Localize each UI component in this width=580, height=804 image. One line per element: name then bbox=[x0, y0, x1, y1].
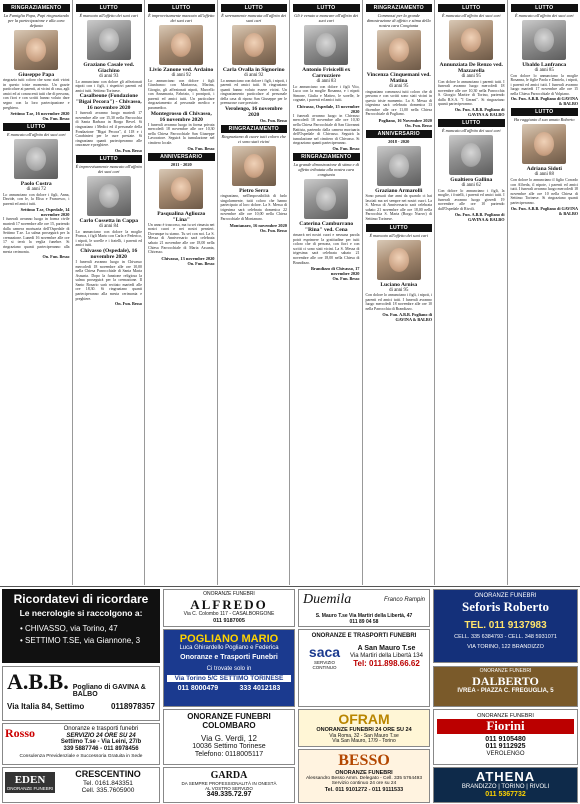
seforis-ad bbox=[433, 589, 578, 663]
notice-text: Con dolore lo annunciano i figli, la moglie, i fratelli, i parenti ed amici tutti. I funerali avranno luogo giovedì 19 novembre alle ore 10 partendo dall'Ospedale di Rivoli. bbox=[438, 188, 505, 211]
deceased-name: Annunziata De Renzo ved. Mazzarella bbox=[439, 62, 503, 74]
ricordatevi-subtitle: Le necrologie si raccolgono a: bbox=[19, 608, 143, 619]
abb-phone: 0118978357 bbox=[110, 702, 155, 711]
notice-intro: Ringraziamo di cuore tutti coloro che ci sono stati vicini bbox=[221, 134, 286, 145]
obituary-column bbox=[435, 0, 508, 585]
notice-intro: È mancato all'affetto dei suoi cari bbox=[514, 13, 574, 18]
notice-text: Con dolore lo annunciano i parenti tutti. I funerali avranno luogo mercoledì 18 novembre alle ore 10,30 nella Parrocchia S. Giorgio Martire di Torino, partendo dalla R.S.A. "I Gerani". Si ringraziano quanti parteciperanno. bbox=[438, 79, 505, 107]
notice-header: LUTTO bbox=[438, 119, 505, 127]
funeral-agency: On. Fun. Besso bbox=[332, 146, 360, 152]
funeral-agency: On. Fun. Besso bbox=[42, 254, 70, 260]
saca-line1: ONORANZE E TRASPORTI FUNEBRI bbox=[311, 633, 417, 639]
dalberto-ad bbox=[433, 666, 578, 707]
portrait-photo bbox=[522, 124, 566, 164]
notice-intro: È mancata all'affetto dei suoi cari bbox=[441, 13, 501, 18]
notice-text: Lo annunciano con dolore gli affezionati nipoti con i figli, i rispettivi parenti ed amici tutti. Settimo Torinese. bbox=[75, 79, 142, 93]
dalberto-line1: ONORANZE FUNEBRI bbox=[479, 668, 532, 674]
notice-intro: È mancato all'affetto dei suoi cari bbox=[79, 13, 139, 18]
portrait-photo bbox=[377, 240, 421, 280]
fiorini-phone: 011 9112925 bbox=[485, 743, 526, 751]
portrait-photo bbox=[232, 146, 276, 186]
notice-place-date: Chivasso, 13 novembre 2020 bbox=[161, 255, 215, 261]
notice-text: Lo annunciano con dolore i figli Gianfranco con Mariarosa, Marina, Giorgio, gli affezionati nipoti, Marcello con Annamaria, Fabrizio, i pronipoti, i parenti ed amici tutti. Un particolare ringraziamento al personale medico e paramedico. bbox=[148, 78, 215, 111]
notice-text: Lo annunciano con dolore i figli, Anna, Davide, con le, la Elisa e Francesco, i parenti ed amici tutti. bbox=[3, 192, 70, 206]
deceased-name: Luciano Arnisa bbox=[380, 281, 418, 288]
notice-intro: Commossi per la grande dimostrazione di affetto e stima della nostra cara Congiunta bbox=[366, 13, 431, 28]
athena-line1: BRANDIZZO | TORINO | RIVOLI bbox=[461, 784, 550, 791]
deceased-name: Carla Ovalla in Signorino bbox=[222, 67, 285, 73]
garda-line2: DA SEMPRE PROFESSIONALITÀ IN ONESTÀ bbox=[181, 781, 277, 786]
seforis-line1: ONORANZE FUNEBRI bbox=[474, 593, 537, 599]
notice-text: I funerali avranno luogo in forma privata mercoledì 18 novembre alle ore 10,30 nella Chiesa Parrocchiale San Giuseppe Lavoratore. Seguirà la tumulazione nel cimitero locale. bbox=[148, 122, 215, 146]
duemila-ad bbox=[298, 589, 430, 627]
seforis-cell: CELL. 335 6384793 - CELL. 348 5931071 bbox=[454, 634, 557, 641]
notice-intro: È improvvisamente mancato all'affetto dei suoi cari bbox=[75, 164, 142, 175]
colombaro-brand: ONORANZE FUNEBRI COLOMBARO bbox=[187, 712, 271, 730]
pogliano-line1: Luca Ghirardello Pogliano e Federica bbox=[179, 645, 279, 652]
eden-phone: Tel. 0161.843351 bbox=[83, 779, 133, 787]
rosso-ad bbox=[2, 723, 160, 765]
deceased-name: Caterina Camburrano "Rina" ved. Cena bbox=[299, 221, 354, 234]
funeral-agency: On. Fun. Besso bbox=[187, 260, 215, 266]
ricordatevi-title: Ricordatevi di ricordare bbox=[13, 592, 149, 606]
rosso-phone: 339 5887746 - 011 8978456 bbox=[63, 746, 139, 753]
notice-place-date: Chivasso, Ospedale, 15 novembre 2020 bbox=[296, 103, 360, 114]
alfredo-phone: 011 9187005 bbox=[213, 617, 245, 624]
deceased-name: Giuseppe Papa bbox=[18, 72, 55, 78]
notice-header: ANNIVERSARIO bbox=[148, 153, 215, 161]
deceased-name: Pietro Serra bbox=[239, 188, 269, 195]
saca-line2: A San Mauro T.se bbox=[357, 645, 416, 653]
rosso-line2: SERVIZIO 24 ORE SU 24 bbox=[66, 732, 136, 739]
seforis-brand: Seforis Roberto bbox=[461, 598, 549, 614]
portrait-photo bbox=[449, 135, 493, 175]
obituary-column bbox=[363, 0, 436, 585]
duemila-brand: Duemila bbox=[303, 592, 352, 607]
eden-phone: Cell. 335.7605900 bbox=[81, 787, 135, 795]
notice-header: LUTTO bbox=[438, 4, 505, 12]
deceased-age: di anni 88 bbox=[534, 172, 554, 178]
deceased-name: Vincenza Cinquemani ved. Matina bbox=[366, 72, 431, 84]
rosso-line1: Onoranze e trasporti funebri bbox=[63, 726, 139, 732]
eden-brand: EDEN bbox=[14, 773, 46, 786]
notice-text: ringraziano, nell'impossibilità di farlo singolarmente, tutti coloro che hanno partecipato al loro dolore. La S. Messa di trigesima sarà celebrata domenica 22 novembre alle ore 10,00 nella Chiesa Parrocchiale di Montanaro. bbox=[220, 194, 287, 222]
deceased-age: di anni 93 bbox=[99, 74, 119, 79]
notice-header: LUTTO bbox=[221, 4, 288, 12]
colombaro-phone: Telefono: 0118005117 bbox=[194, 750, 264, 758]
notice-intro: E mancato all'affetto dei suoi cari bbox=[6, 132, 66, 138]
notice-text: Con dolore lo annunciano il figlio Corrado con Alfreda, il nipote, i parenti ed amici tutti. I funerali avranno luogo mercoledì 18 novembre alle ore 10 nella Chiesa di Settimo Torinese. Si ringraziano quanti parteciperanno. bbox=[510, 177, 578, 205]
funeral-agency: On. Fun. Besso bbox=[115, 148, 142, 154]
ofram-ad bbox=[298, 709, 430, 747]
notice-text: I funerali avranno luogo in forma civile martedi 17 novembre alle ore 15, partendo dalla camera mortuaria dell'Ospedale di Settimo T.se. La salma proseguirà per la cremazione. Lunedì 16 novembre alle ore 17 si terrà la veglia funebre. Si ringraziano quanti parteciperanno alla mesta cerimonia. bbox=[3, 217, 70, 254]
notice-text: ringraziano commossi tutti coloro che di persona e con scritti sono stati vicini in questo triste momento. La S. Messa di trigesima sarà celebrata domenica 13 dicembre alle ore 11,00 nella Chiesa Parrocchiale di Pogliano. bbox=[365, 89, 432, 117]
eden-sub: CRESCENTINO bbox=[75, 769, 141, 779]
portrait-photo bbox=[522, 20, 566, 60]
funeral-agency: On. Fun. Besso bbox=[115, 301, 142, 307]
notice-intro: È mancato all'affetto dei suoi cari bbox=[441, 128, 501, 134]
dalberto-line2: IVREA - PIAZZA C. FREGUGLIA, 5 bbox=[457, 687, 554, 694]
notice-intro: È serenamente mancata all'affetto dei suoi cari bbox=[221, 13, 287, 23]
notice-place-date: Brandizzo di Chivasso, 17 novembre 2020 bbox=[310, 266, 360, 277]
rosso-line3: Settimo T.se - Via Leini, 27/b bbox=[60, 739, 142, 746]
seforis-address: VIA TORINO, 122 BRANDIZZO bbox=[467, 643, 544, 650]
deceased-name: Graziano Armarolli bbox=[375, 188, 423, 195]
ricordatevi-item: • SETTIMO T.SE, via Giannone, 3 bbox=[20, 635, 141, 645]
notice-place-date: Settimo T.se, Ospedale, 14 novembre 2020 bbox=[20, 207, 70, 218]
alfredo-brand: ALFREDO bbox=[190, 596, 268, 612]
pogliano-line4: Via Torino 5/C SETTIMO TORINESE bbox=[167, 675, 291, 682]
deceased-name: Antonio Frisicelli ex Carrozziere bbox=[302, 67, 351, 79]
funeral-agency: On. Fun. Besso bbox=[187, 145, 215, 151]
garda-ad bbox=[163, 767, 295, 803]
notice-intro: Gli è venuto a mancare all'affetto dei suoi cari bbox=[294, 13, 359, 23]
notice-text: Lo annunciano con dolore i figli, i nipoti, i parenti ed amici tutti. Si ringraziano quanti hanno voluto essere vicini. Un ringraziamento particolare al personale della casa di riposo San Giuseppe per le premurose cure prestate. bbox=[220, 78, 287, 106]
portrait-photo bbox=[87, 176, 131, 216]
notice-header: LUTTO bbox=[3, 123, 70, 131]
duemila-address: S. Mauro T.se Via Martiri della Libertà, 47 bbox=[315, 613, 413, 619]
deceased-age: di anni 84 bbox=[99, 224, 119, 230]
notice-text: I funerali avranno luogo in Chivasso mercoledì 18 novembre alle ore 10,30 nella Chiesa Parrocchiale di San Giovanni Battista, partendo dalla camera mortuaria dell'Ospedale di Chivasso. Seguirà la tumulazione nel cimitero di Chivasso. Si ringraziano quanti parteciperanno. bbox=[293, 113, 360, 146]
portrait-photo bbox=[159, 169, 203, 209]
besso-line1: ONORANZE FUNEBRI bbox=[335, 769, 393, 776]
abb-brand: A.B.B. bbox=[7, 669, 69, 694]
deceased-name: Verolengo, 16 novembre 2020 bbox=[224, 106, 283, 119]
notice-intro: È improvvisamente mancato all'affetto dei suoi cari bbox=[148, 13, 215, 23]
colombaro-line1: Via G. Verdi, 12 bbox=[201, 733, 257, 743]
notice-header: LUTTO bbox=[148, 4, 215, 12]
deceased-age: di anni 95 bbox=[389, 287, 409, 293]
notice-header: RINGRAZIAMENTO bbox=[221, 125, 288, 133]
saca-sub: SERVIZIO CONTINUO bbox=[312, 659, 337, 670]
pogliano-ad bbox=[163, 629, 295, 707]
deceased-name: Casalbeone (Fondazione "Bigai Pecora") - Chivasso, 16 novembre 2020 bbox=[75, 93, 142, 112]
alfredo-address: Via C. Colombo 117 - CASALBORGONE bbox=[183, 611, 275, 618]
obituary-column bbox=[145, 0, 218, 585]
ofram-brand: OFRAM bbox=[338, 711, 390, 727]
obituary-column bbox=[508, 0, 580, 585]
ofram-line3: Via San Mauro, 17/9 - Torino bbox=[332, 738, 396, 745]
deceased-age: di anni 62 bbox=[461, 183, 481, 189]
garda-brand: GARDA bbox=[210, 770, 248, 781]
deceased-name: Adriana Sidoti bbox=[526, 166, 562, 173]
besso-brand: BESSO bbox=[338, 752, 390, 769]
notice-header: LUTTO bbox=[366, 224, 433, 232]
abb-address: Via Italia 84, Settimo bbox=[7, 702, 85, 711]
portrait-photo bbox=[159, 25, 203, 65]
funeral-agency: On. Fun. A.B.B. Pogliano di GAVINA & BALBO bbox=[454, 211, 505, 222]
abb-ad bbox=[2, 666, 160, 721]
eden-ad bbox=[2, 767, 160, 803]
portrait-photo bbox=[304, 25, 348, 65]
portrait-photo bbox=[377, 30, 421, 70]
deceased-age: di anni 83 bbox=[316, 79, 336, 84]
fiorini-ad bbox=[433, 709, 578, 765]
obituary-column bbox=[290, 0, 363, 585]
notice-intro: La Famiglia Papa, Papi ringraziando per la partecipazione e alla cara defunta bbox=[3, 13, 69, 28]
saca-phone: Tel: 011.898.66.62 bbox=[353, 658, 420, 668]
besso-line3: Servizio continuo 24 ore su 24 bbox=[331, 781, 397, 787]
pogliano-line3: Ci trovate solo in bbox=[206, 665, 252, 672]
notice-place-date: Montanaro, 16 novembre 2020 bbox=[229, 222, 287, 228]
deceased-age: di anni 85 bbox=[534, 68, 554, 73]
portrait-photo bbox=[304, 179, 348, 219]
athena-ad bbox=[433, 767, 578, 803]
funeral-agency: On. Fun. A.B.B. Pogliano di GAVINA & BALBO bbox=[510, 96, 578, 107]
garda-phone: 349.335.72.97 bbox=[206, 791, 252, 799]
notice-text: Un anno è trascorso, ma tu sei rimasta nei nostri cuori e nei nostri pensieri. Dovunque tu siamo. Tu sei con noi. La S. Messa di Anniversario sarà celebrata sabato 21 novembre alle ore 18,00 nella Chiesa Parrocchiale di Maria Assunta, Chivasso. bbox=[148, 222, 215, 255]
notice-place-date: Pogliano, 16 Novembre 2020 bbox=[378, 118, 432, 124]
saca-line3: Via Martiri della Libertà 134 bbox=[350, 653, 423, 660]
colombaro-ad bbox=[163, 709, 295, 765]
notice-header: RINGRAZIAMENTO bbox=[293, 153, 360, 161]
notice-header: LUTTO bbox=[511, 108, 579, 116]
obituary-column bbox=[218, 0, 291, 585]
besso-phone: Tel. 011 9101272 - 011 9111533 bbox=[324, 786, 404, 793]
saca-ad bbox=[298, 629, 430, 707]
deceased-age: di anni 95 bbox=[461, 74, 481, 79]
ricordatevi-item: • CHIVASSO, via Torino, 47 bbox=[20, 623, 118, 633]
funeral-agency: On. Fun. Besso bbox=[332, 276, 360, 282]
duemila-name: Franco Rampin bbox=[383, 597, 425, 603]
seforis-phone: TEL. 011 9137983 bbox=[464, 620, 547, 632]
anniversary-dates: 2018 - 2020 bbox=[388, 139, 410, 145]
notice-text: Lo annunciano con dolore la moglie Franca, i figli Mario con Carla e Federico, i nipoti, le sorelle e i fratelli, i parenti ed amici tutti. bbox=[75, 229, 142, 248]
notice-text: Con dolore lo annunciano la moglie Rosanna, le figlie Paola e Daniela, i nipoti, i parenti ed amici tutti. I funerali avranno luogo martedì 17 novembre alle ore 15 nella Chiesa Parrocchiale di Volpiano. bbox=[510, 73, 578, 96]
notice-place-date: Settimo T.se, 16 novembre 2020 bbox=[10, 111, 70, 117]
deceased-name: Graziano Casale ved. Giachino bbox=[83, 62, 135, 74]
obituary-column bbox=[73, 0, 146, 585]
portrait-photo bbox=[232, 25, 276, 65]
notice-text: rimarrà nei nostri cuori e nessuna parola potrà esprimere la gratitudine per tutti coloro che di persona, con fiori e con scritti ci sono stati vicini. La S. Messa di trigesima sarà celebrata sabato 21 novembre alle ore 18,00 nella Chiesa di Brandizzo. bbox=[293, 233, 360, 265]
advertisement-area bbox=[0, 586, 580, 804]
notice-text: ringrazia tutti coloro che sono stati vicini in questo triste momento. Un grazie particolare ai parenti, ai vicini di casa, agli amici ed ai conoscenti tutti che di persona, con fiori e con scritti hanno voluto dare segno con la loro partecipazione e preghiera. bbox=[3, 78, 70, 110]
portrait-photo bbox=[87, 20, 131, 60]
rosso-footer: Consulenza Previdenziale e Successoria Gratuita in Sede bbox=[19, 753, 143, 759]
portrait-photo bbox=[449, 20, 493, 60]
notice-header: RINGRAZIAMENTO bbox=[366, 4, 433, 12]
notice-intro: La grande dimostrazione di stima e di affetto tributata alla nostra cara congiunta bbox=[293, 162, 359, 178]
portrait-photo bbox=[377, 146, 421, 186]
notice-text: Sono passati due anni da quando ci hai lasciati ma sei sempre nei nostri cuori. La S. Messa di Anniversario sarà celebrata sabato 21 novembre alle ore 18,00 nella Parrocchia S. Maria (Borgo Nuovo) di Settimo Torinese. bbox=[365, 194, 432, 222]
pogliano-phone: 011 8000479 bbox=[177, 684, 219, 692]
notice-text: Con dolore lo annunciano i figli, i nipoti, i parenti ed amici tutti. I funerali avranno luogo mercoledì 18 novembre alle ore 10 nella Parrocchia di Brandizzo. bbox=[365, 293, 432, 311]
alfredo-line1: ONORANZE FUNEBRI bbox=[203, 591, 255, 597]
ofram-line2: Via Roma, 32 - San Mauro T.se bbox=[329, 732, 399, 739]
obituary-column bbox=[0, 0, 73, 585]
rosso-brand: Rosso bbox=[5, 726, 36, 740]
athena-phone: 011 5367732 bbox=[485, 791, 526, 799]
saca-brand: saca bbox=[308, 643, 341, 660]
funeral-agency: On. Fun. Besso bbox=[260, 118, 287, 124]
notice-header: ANNIVERSARIO bbox=[366, 130, 433, 138]
notice-text: Lo annunciano con dolore i figli Vito, Luca con la moglie Rosanna, e i nipoti Simone, Giulia e Matteo, le sorelle, le cognate, i parenti ed amici tutti. bbox=[293, 84, 360, 103]
funeral-agency: On. Fun. A.B.B. Pogliano di GAVINA & BALBO bbox=[454, 107, 505, 118]
notice-header: RINGRAZIAMENTO bbox=[3, 4, 70, 12]
deceased-age: di anni 95 bbox=[389, 84, 409, 89]
pogliano-line2: Onoranze e Trasporti Funebri bbox=[180, 653, 278, 661]
notice-header: LUTTO bbox=[511, 4, 579, 12]
fiorini-phone: 011 9105480 bbox=[485, 735, 526, 743]
besso-ad bbox=[298, 749, 430, 803]
deceased-name: Chivasso (Ospedale), 16 novembre 2020 bbox=[80, 247, 138, 260]
besso-line2: Alessandro Besso Amm. Delegato - Cell. 335 5764493 bbox=[306, 775, 422, 781]
deceased-name: Ubaldo Lanfranca bbox=[522, 62, 567, 68]
notice-header: LUTTO bbox=[76, 155, 143, 163]
deceased-name: Paolo Costra bbox=[20, 181, 52, 188]
garda-line3: AL VOSTRO SERVIZIO bbox=[205, 786, 253, 792]
athena-brand: ATHENA bbox=[475, 769, 536, 784]
deceased-age: di anni 72 bbox=[26, 187, 46, 193]
duemila-phone: 011 89 04 58 bbox=[349, 618, 379, 625]
notice-header: LUTTO bbox=[293, 4, 360, 12]
funeral-agency: On. Fun. Besso bbox=[405, 123, 432, 129]
eden-footer: ONORANZE FUNEBRI bbox=[6, 785, 54, 791]
notice-text: I funerali avranno luogo in Chivasso mercoledì 18 novembre alle ore 10,00 nella Chiesa Parrocchiale di Santa Maria Assunta. Dopo la funzione religiosa la salma proseguirà per la cremazione. Il Santo Rosario sarà recitato martedì alle ore 18,30. Si ringraziano quanti parteciperanno alla mesta cerimonia e preghiere. bbox=[75, 259, 142, 301]
fiorini-brand: Fiorini bbox=[437, 719, 574, 733]
anniversary-dates: 2011 - 2020 bbox=[170, 161, 192, 167]
funeral-agency: On. Fun. Besso bbox=[42, 116, 70, 122]
notice-header: LUTTO bbox=[76, 4, 143, 12]
deceased-age: di anni 92 bbox=[244, 73, 264, 78]
funeral-agency: On. Fun. A.B.B. Pogliano di GAVINA & BALBO bbox=[510, 205, 578, 216]
portrait-photo bbox=[14, 139, 58, 179]
pogliano-phone: 333 4012183 bbox=[239, 684, 281, 692]
deceased-name: Pasqualina Agliozzo "Lina" bbox=[157, 210, 206, 223]
fiorini-line2: VEROLENGO bbox=[486, 750, 525, 757]
deceased-name: Gualtiero Gallina bbox=[450, 177, 493, 184]
fiorini-line1: ONORANZE FUNEBRI bbox=[477, 713, 534, 719]
deceased-name: Carlo Cossetta in Cappa bbox=[79, 218, 139, 225]
notice-intro: È mancato all'affetto dei suoi cari bbox=[369, 232, 429, 238]
alfredo-ad bbox=[163, 589, 295, 627]
deceased-age: di anni 92 bbox=[171, 73, 191, 78]
funeral-agency: On. Fun. A.B.B. Pogliano di GAVINA & BALBO bbox=[382, 311, 432, 322]
portrait-photo bbox=[14, 30, 58, 70]
deceased-name: Livio Zanone ved. Ardaino bbox=[149, 67, 214, 73]
ofram-line1: ONORANZE FUNEBRI 24 ORE SU 24 bbox=[316, 727, 412, 734]
notice-text: I funerali avranno luogo martedì 17 novembre alle ore 15,30 nella Parrocchia di Santa Barbara in Borgo Revel. Si ringraziano i Medici ed il personale della Fondazione "Bigai Pecora", il 118 e i Carabinieri per le cure prestate. Si ringraziano quanti parteciperanno alle onoranze e preghiere. bbox=[75, 111, 142, 148]
dalberto-brand: DALBERTO bbox=[472, 673, 539, 688]
funeral-agency: On. Fun. Besso bbox=[260, 227, 287, 233]
pogliano-brand: POGLIANO MARIO bbox=[179, 633, 279, 645]
notice-intro: Ha raggiunto il suo amato Roberto bbox=[513, 117, 575, 123]
abb-sub: Pogliano di GAVINA & BALBO bbox=[72, 684, 146, 698]
deceased-name: Montegrosso di Chivasso, 16 novembre 2020 bbox=[150, 110, 212, 123]
ricordatevi-ad bbox=[2, 589, 160, 663]
colombaro-line2: 10036 Settimo Torinese bbox=[192, 742, 266, 750]
